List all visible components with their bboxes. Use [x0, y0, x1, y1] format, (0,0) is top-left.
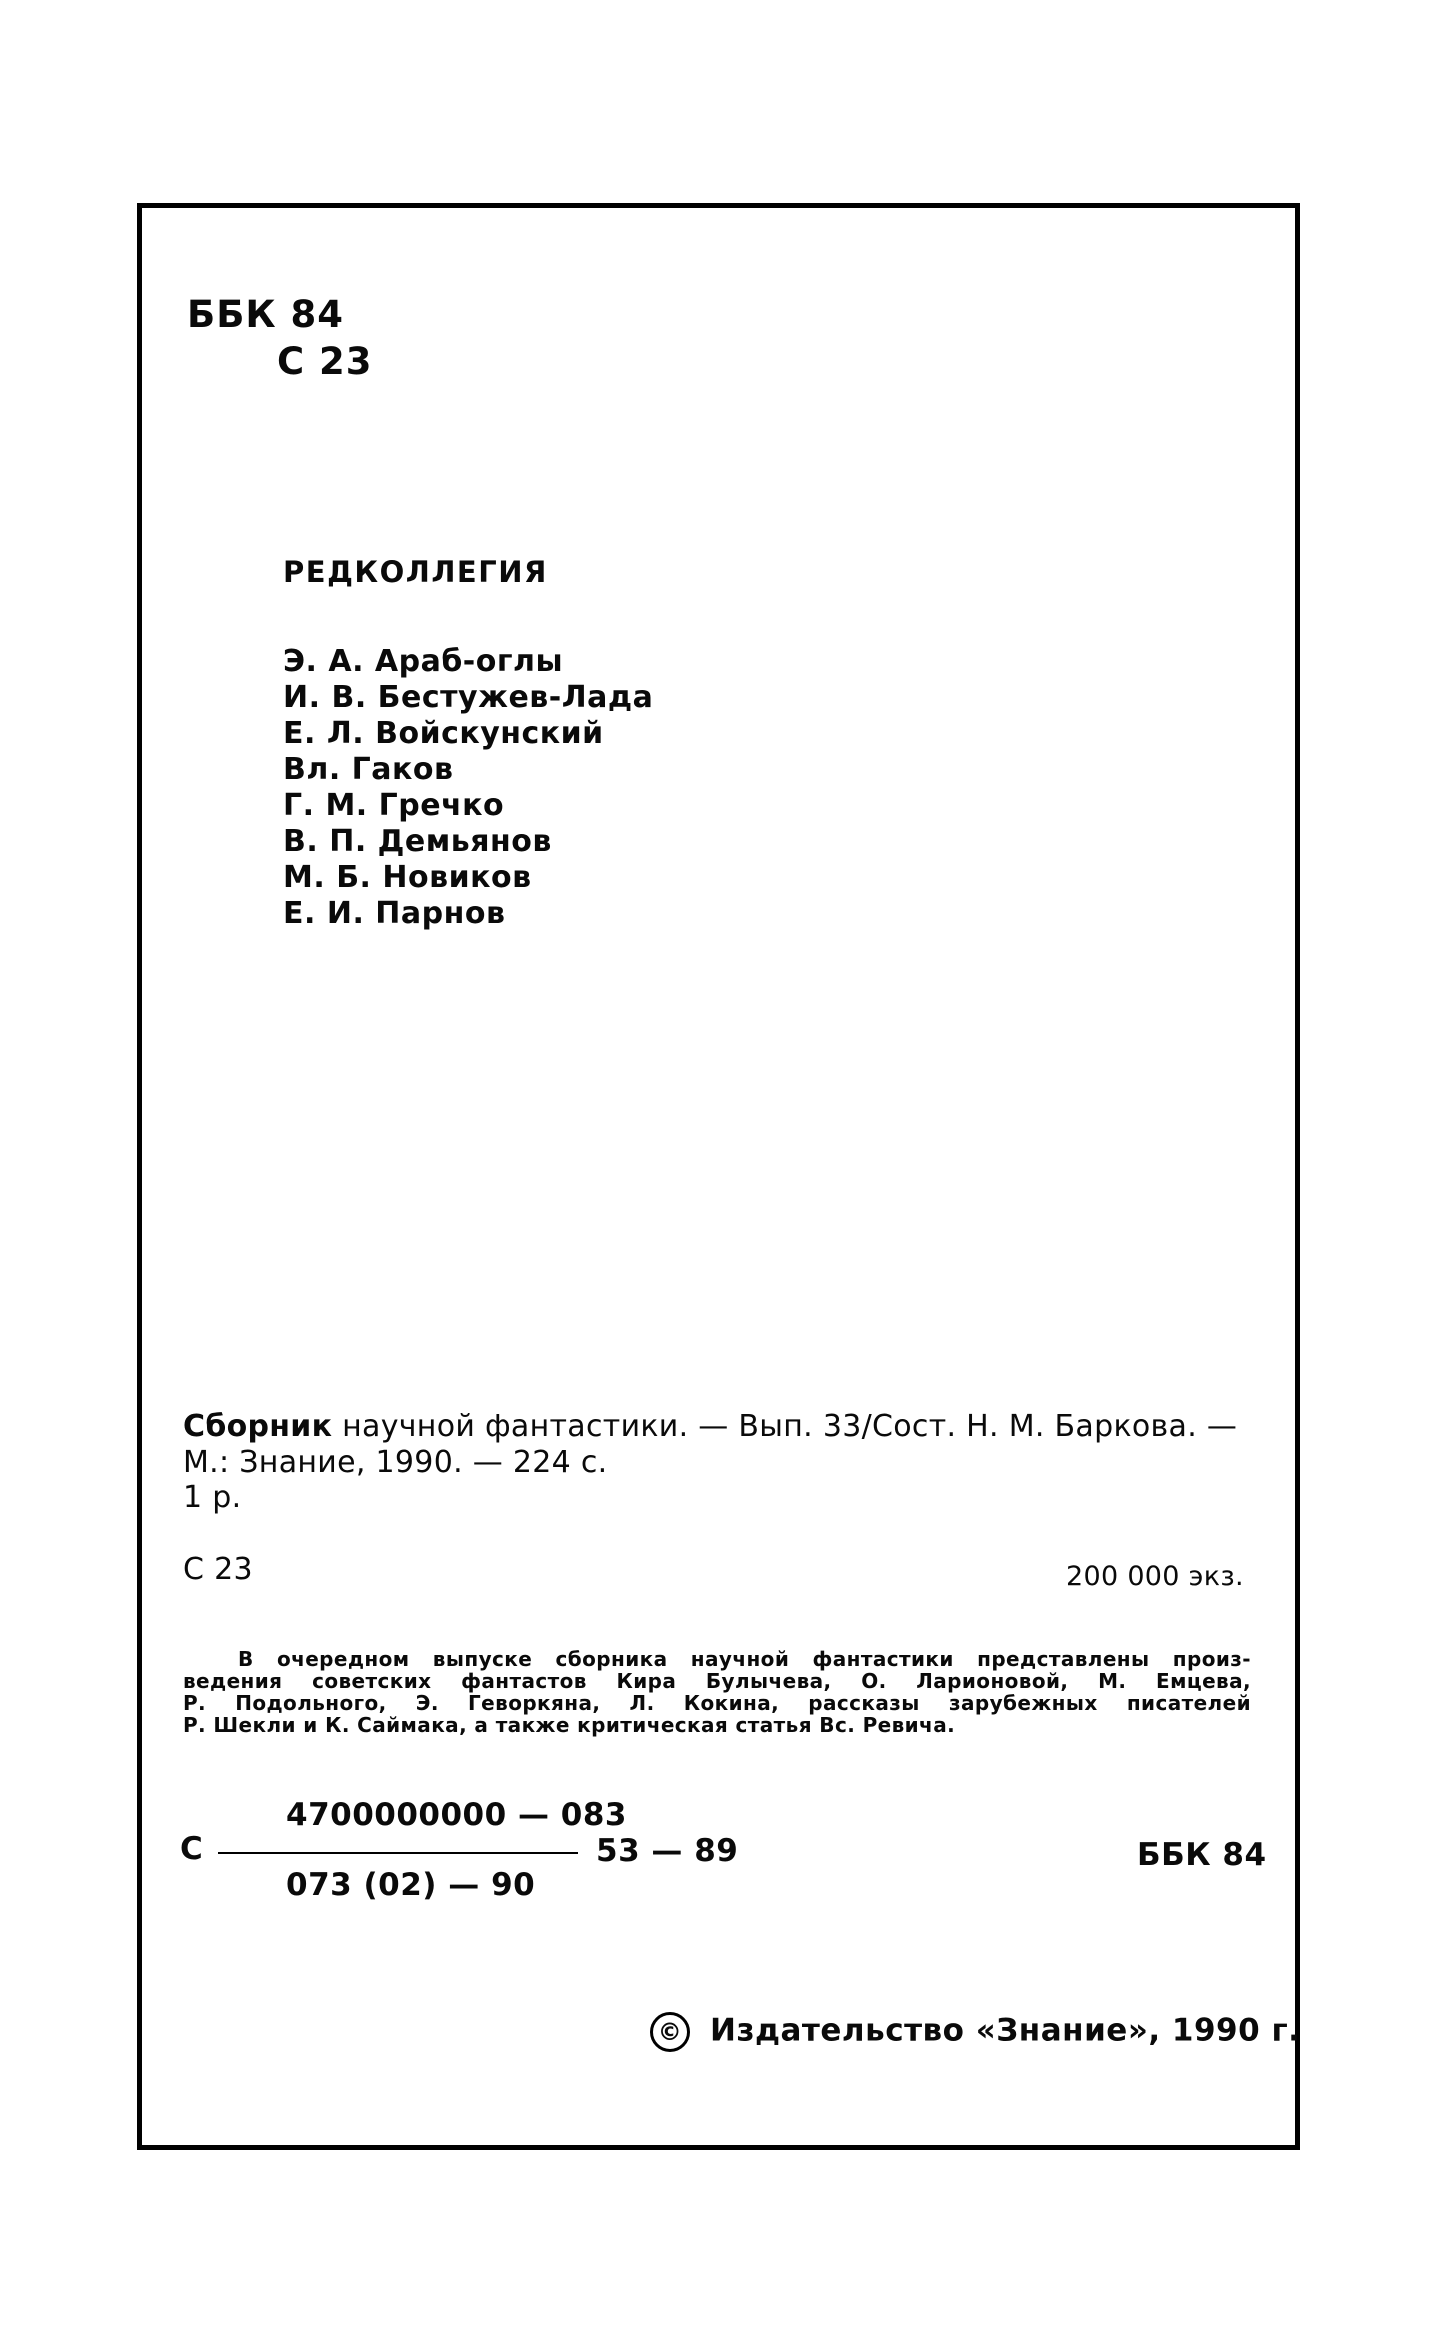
bibliographic-line-2: М.: Знание, 1990. — 224 с.: [183, 1445, 608, 1480]
copyright-line: [650, 2012, 1300, 2052]
bbk-classification: ББК 84: [187, 293, 345, 336]
catalog-denominator: 073 (02) — 90: [286, 1867, 536, 1903]
bibliographic-line-1: [183, 1410, 1237, 1444]
print-run: 200 000 экз.: [1066, 1561, 1244, 1592]
annotation-line: В очередном выпуске сборника научной фантастики представлены произ-: [238, 1647, 1251, 1671]
catalog-letter: С: [180, 1831, 204, 1867]
author-mark: С 23: [277, 340, 373, 383]
catalog-bbk: ББК 84: [1137, 1837, 1267, 1873]
annotation: [183, 1648, 1251, 1736]
board-member: Е. Л. Войскунский: [283, 716, 604, 751]
copyright-text: Издательство «Знание», 1990 г.: [710, 2012, 1301, 2049]
bibliographic-author-mark: С 23: [183, 1552, 253, 1587]
board-member: В. П. Демьянов: [283, 824, 552, 859]
board-member: Вл. Гаков: [283, 752, 454, 787]
catalog-suffix: 53 — 89: [596, 1833, 739, 1869]
copyright-icon: ©: [650, 2012, 690, 2052]
catalog-numerator: 4700000000 — 083: [286, 1797, 627, 1833]
book-title-word: Сборник: [183, 1409, 333, 1444]
board-member: И. В. Бестужев-Лада: [283, 680, 654, 715]
editorial-board-list: [283, 644, 653, 932]
board-member: М. Б. Новиков: [283, 860, 532, 895]
bibliographic-details: научной фантастики. — Вып. 33/Сост. Н. М. Баркова. —: [342, 1409, 1238, 1444]
annotation-line: Р. Подольного, Э. Геворкяна, Л. Кокина, рассказы зарубежных писателей: [183, 1691, 1251, 1715]
annotation-line: Р. Шекли и К. Саймака, а также критическая статья Вс. Ревича.: [183, 1713, 956, 1737]
annotation-line: ведения советских фантастов Кира Булычева, О. Ларионовой, М. Емцева,: [183, 1669, 1251, 1693]
editorial-board-heading: РЕДКОЛЛЕГИЯ: [283, 555, 548, 589]
board-member: Э. А. Араб-оглы: [283, 644, 564, 679]
price: 1 р.: [183, 1480, 242, 1515]
board-member: Г. М. Гречко: [283, 788, 505, 823]
fraction-line: [218, 1852, 578, 1854]
board-member: Е. И. Парнов: [283, 896, 506, 931]
